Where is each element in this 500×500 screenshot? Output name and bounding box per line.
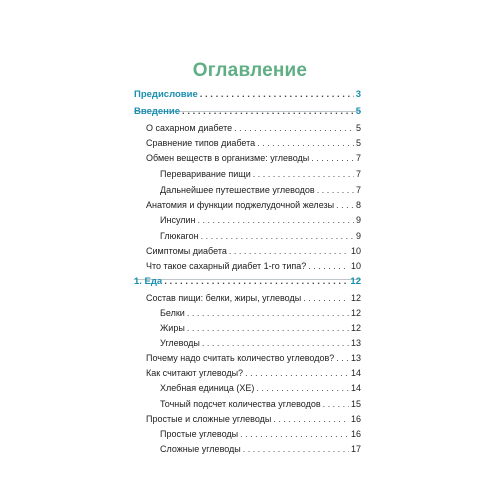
dot-leader [229,245,349,257]
toc-subsection-entry[interactable] [160,428,361,440]
toc-entry-label: Почему надо считать количество углеводов? [146,353,335,363]
toc-entry-label: Введение [134,106,181,117]
toc-entry-label: Переваривание пищи [160,169,251,179]
toc-entry-label: Сравнение типов диабета [146,138,256,148]
toc-page-number: 7 [355,169,361,179]
toc-entry-label: Точный подсчет количества углеводов [160,399,321,409]
toc-subsection-entry[interactable] [160,398,361,410]
toc-entry-label: Простые и сложные углеводы [146,414,272,424]
dot-leader [336,199,354,211]
dot-leader [317,184,354,196]
toc-entry-label: Простые углеводы [160,429,239,439]
toc-entry-label: 1. Еда [134,276,163,287]
dot-leader [245,367,349,379]
toc-page-number: 9 [355,215,361,225]
dot-leader [256,382,349,394]
dot-leader [311,152,354,164]
toc-entry-label: О сахарном диабете [146,123,233,133]
toc-entry-label: Что такое сахарный диабет 1-го типа? [146,261,307,271]
toc-section-entry[interactable] [146,260,361,272]
toc-entry-label: Углеводы [160,338,200,348]
toc-page-number: 3 [355,89,361,100]
toc-section-entry[interactable] [146,413,361,425]
dot-leader [303,292,349,304]
dot-leader [336,352,349,364]
dot-leader [198,214,354,226]
dot-leader [308,260,349,272]
toc-page-number: 9 [355,231,361,241]
toc-page-number: 5 [355,123,361,133]
toc-page-number: 16 [350,429,361,439]
toc-page-number: 7 [355,185,361,195]
toc-section-entry[interactable] [146,137,361,149]
toc-page-number: 16 [350,414,361,424]
dot-leader [201,230,354,242]
toc-page-number: 5 [355,138,361,148]
toc-subsection-entry[interactable] [160,337,361,349]
toc-entry-label: Обмен веществ в организме: углеводы [146,153,310,163]
dot-leader [200,89,354,101]
toc-page-number: 14 [350,368,361,378]
toc-page-number: 12 [350,308,361,318]
toc-subsection-entry[interactable] [160,443,361,455]
dot-leader [234,122,354,134]
toc-entry-label: Симптомы диабета [146,246,227,256]
toc-entry-label: Состав пищи: белки, жиры, углеводы [146,293,302,303]
dot-leader [240,428,349,440]
toc-page-number: 8 [355,200,361,210]
toc-page-number: 17 [350,444,361,454]
toc-page-number: 13 [350,353,361,363]
dot-leader [257,137,354,149]
dot-leader [323,398,349,410]
toc-subsection-entry[interactable] [160,214,361,226]
toc-entry-label: Инсулин [160,215,196,225]
toc-entry-label: Белки [160,308,185,318]
toc-entry-label: Глюкагон [160,231,199,241]
toc-page-number: 14 [350,383,361,393]
toc-subsection-entry[interactable] [160,307,361,319]
toc-section-entry[interactable] [146,352,361,364]
toc-subsection-entry[interactable] [160,322,361,334]
toc-page-number: 12 [350,293,361,303]
toc-page-number: 10 [350,246,361,256]
toc-section-entry[interactable] [146,122,361,134]
toc-page-number: 7 [355,153,361,163]
toc-page-number: 12 [350,276,361,287]
toc-section-entry[interactable] [146,367,361,379]
dot-leader [253,168,354,180]
toc-page-number: 12 [350,323,361,333]
dot-leader [243,443,349,455]
toc-chapter-entry[interactable] [134,89,361,101]
toc-subsection-entry[interactable] [160,184,361,196]
dot-leader [187,322,349,334]
dot-leader [182,106,354,118]
toc-page-number: 10 [350,261,361,271]
toc-subsection-entry[interactable] [160,230,361,242]
toc-section-entry[interactable] [146,152,361,164]
dot-leader [273,413,349,425]
toc-entry-label: Анатомия и функции поджелудочной железы [146,200,335,210]
toc-chapter-entry[interactable] [134,106,361,118]
toc-subsection-entry[interactable] [160,168,361,180]
dot-leader [202,337,349,349]
toc-entry-label: Хлебная единица (ХЕ) [160,383,255,393]
toc-section-entry[interactable] [146,199,361,211]
toc-entry-label: Как считают углеводы? [146,368,244,378]
toc-entry-label: Дальнейшее путешествие углеводов [160,185,315,195]
toc-entry-label: Предисловие [134,89,198,100]
toc-page-number: 13 [350,338,361,348]
dot-leader [187,307,349,319]
toc-page-number: 15 [350,399,361,409]
toc-page-number: 5 [355,106,361,117]
toc-entry-label: Жиры [160,323,185,333]
dot-leader [164,276,348,288]
toc-chapter-entry[interactable] [134,276,361,288]
page-title: Оглавление [192,60,308,81]
toc-entry-label: Сложные углеводы [160,444,241,454]
toc-section-entry[interactable] [146,245,361,257]
toc-section-entry[interactable] [146,292,361,304]
toc-subsection-entry[interactable] [160,382,361,394]
